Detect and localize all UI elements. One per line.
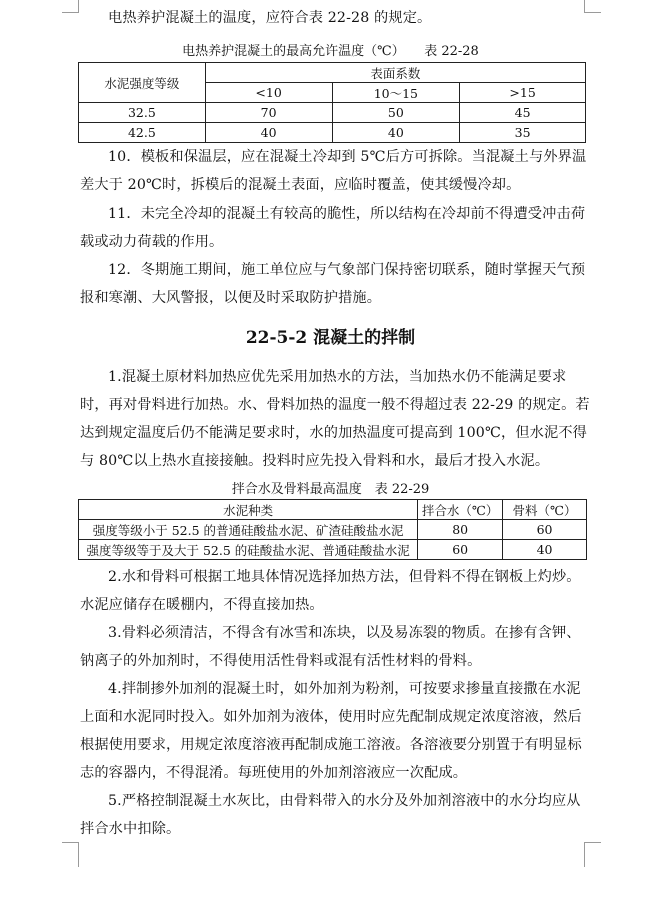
para11-line2: 载或动力荷载的作用。: [80, 234, 224, 250]
item1-line4: 与 80℃以上热水直接接触。投料时应先投入骨料和水，最后才投入水泥。: [80, 453, 550, 469]
header-cell: 骨料（℃）: [503, 500, 587, 520]
table-cell: 35: [460, 123, 586, 143]
sub-header-cell: <10: [205, 83, 332, 103]
table-22-29: [78, 499, 587, 560]
table-cell: 60: [503, 520, 587, 540]
section-title: 22-5-2 混凝土的拌制: [245, 328, 416, 348]
table-cell: 强度等级小于 52.5 的普通硅酸盐水泥、矿渣硅酸盐水泥: [79, 520, 418, 540]
header-cell: 拌合水（℃）: [418, 500, 503, 520]
group-header-cell: 表面系数: [205, 63, 585, 83]
crop-mark-bottom-right: [584, 842, 601, 867]
table-cell: 40: [503, 540, 587, 560]
item1-line3: 达到规定温度后仍不能满足要求时，水的加热温度可提高到 100℃，但水泥不得: [80, 425, 588, 441]
item1-line1: 1.混凝土原材料加热应优先采用加热水的方法，当加热水仍不能满足要求: [108, 369, 567, 385]
table1-caption: 电热养护混凝土的最高允许温度（℃） 表 22-28: [182, 44, 479, 59]
para12-line1: 12．冬期施工期间，施工单位应与气象部门保持密切联系，随时掌握天气预: [108, 262, 586, 278]
para12-line2: 报和寒潮、大风警报，以便及时采取防护措施。: [80, 290, 382, 306]
item4-line4: 志的容器内，不得混淆。每班使用的外加剂溶液应一次配成。: [80, 765, 468, 781]
table-cell: 40: [205, 123, 332, 143]
item4-line3: 根据使用要求，用规定浓度溶液再配制成施工溶液。各溶液要分别置于有明显标: [80, 737, 582, 753]
item5-line1: 5.严格控制混凝土水灰比，由骨料带入的水分及外加剂溶液中的水分均应从: [108, 793, 581, 809]
table-22-28: [78, 62, 586, 143]
crop-mark-bottom-left: [62, 842, 79, 867]
item4-line1: 4.拌制掺外加剂的混凝土时，如外加剂为粉剂，可按要求掺量直接撒在水泥: [108, 681, 581, 697]
table-row: [79, 103, 586, 123]
crop-mark-top-left: [62, 0, 79, 13]
item1-line2: 时，再对骨料进行加热。水、骨料加热的温度一般不得超过表 22-29 的规定。若: [80, 397, 590, 413]
table-cell: 60: [418, 540, 503, 560]
crop-mark-top-right: [584, 0, 601, 13]
table-cell: 32.5: [79, 103, 206, 123]
item5-line2: 拌合水中扣除。: [80, 821, 181, 837]
table-cell: 42.5: [79, 123, 206, 143]
item2-line1: 2.水和骨料可根据工地具体情况选择加热方法，但骨料不得在钢板上灼炒。: [108, 569, 581, 585]
table-row: [79, 520, 587, 540]
table-cell: 强度等级等于及大于 52.5 的硅酸盐水泥、普通硅酸盐水泥: [79, 540, 418, 560]
table-row: [79, 540, 587, 560]
table-row: [79, 123, 586, 143]
table-cell: 80: [418, 520, 503, 540]
item3-line1: 3.骨料必须清洁，不得含有冰雪和冻块，以及易冻裂的物质。在掺有含钾、: [108, 625, 581, 641]
item3-line2: 钠离子的外加剂时，不得使用活性骨料或混有活性材料的骨料。: [80, 653, 482, 669]
table2-caption: 拌合水及骨料最高温度 表 22-29: [231, 482, 430, 497]
para11-line1: 11．未完全冷却的混凝土有较高的脆性，所以结构在冷却前不得遭受冲击荷: [108, 206, 586, 222]
header-cell: 水泥种类: [79, 500, 418, 520]
row-header-cell: 水泥强度等级: [79, 63, 206, 103]
sub-header-cell: >15: [460, 83, 586, 103]
table-cell: 70: [205, 103, 332, 123]
table-cell: 40: [332, 123, 460, 143]
item2-line2: 水泥应储存在暖棚内，不得直接加热。: [80, 597, 324, 613]
sub-header-cell: 10～15: [332, 83, 460, 103]
para10-line1: 10．模板和保温层，应在混凝土冷却到 5℃后方可拆除。当混凝土与外界温: [108, 149, 587, 165]
table-cell: 50: [332, 103, 460, 123]
intro-line: 电热养护混凝土的温度，应符合表 22-28 的规定。: [108, 10, 432, 26]
para10-line2: 差大于 20℃时，拆模后的混凝土表面，应临时覆盖，使其缓慢冷却。: [80, 177, 521, 193]
table-cell: 45: [460, 103, 586, 123]
item4-line2: 上面和水泥同时投入。如外加剂为液体，使用时应先配制成规定浓度溶液，然后: [80, 709, 582, 725]
